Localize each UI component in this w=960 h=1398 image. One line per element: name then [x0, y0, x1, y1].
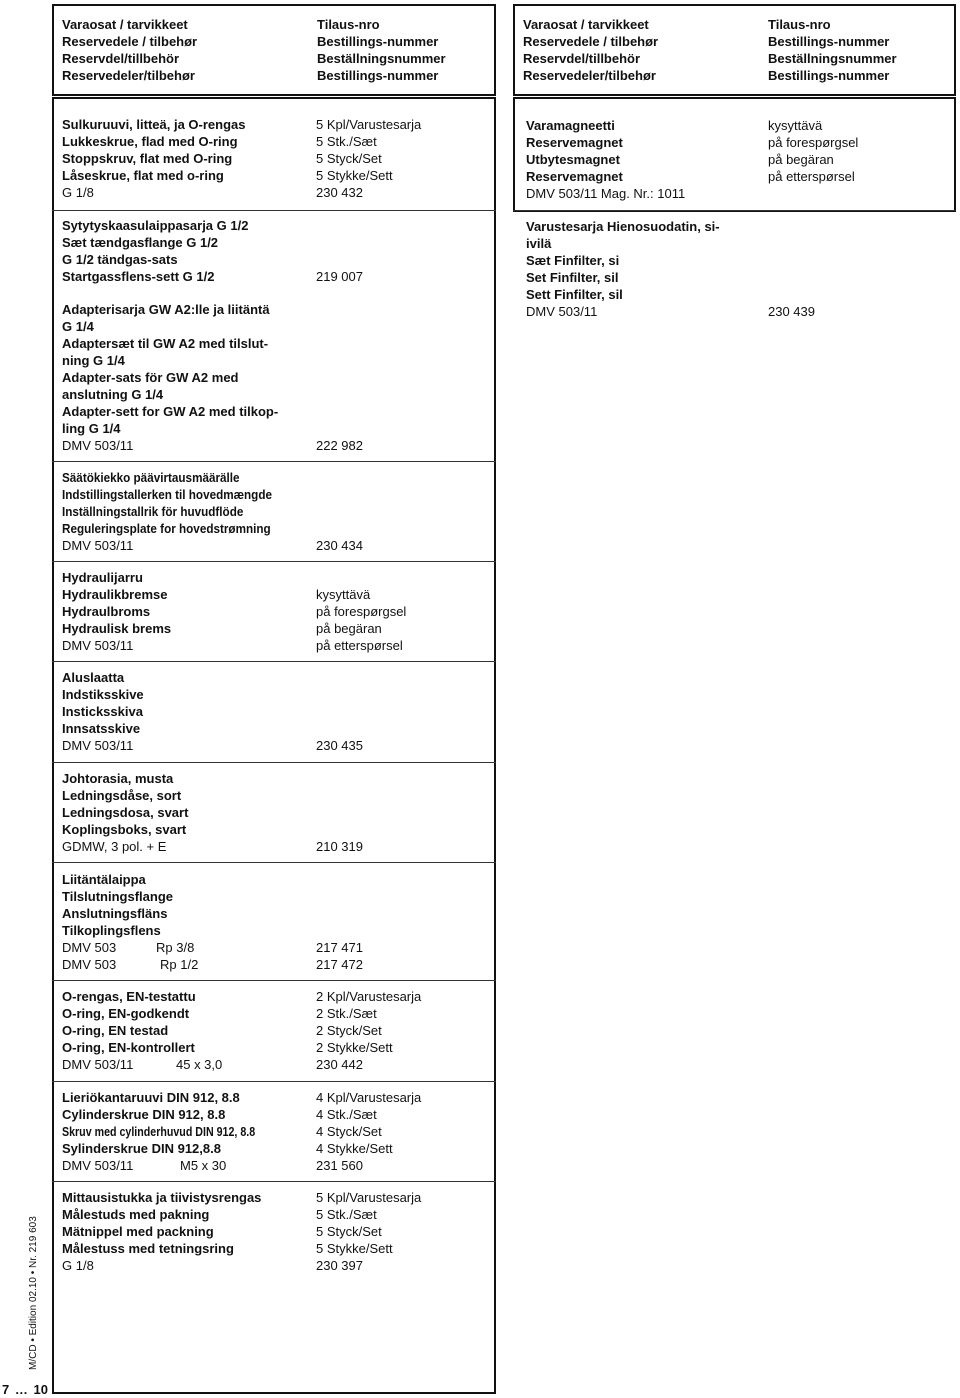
item-mid — [176, 1039, 222, 1056]
item-value — [768, 235, 815, 252]
section-varustesarja-hienosuodatin — [526, 218, 720, 320]
item-line: O-ring, EN testad — [62, 1023, 169, 1038]
item-size: Rp 3/8 — [156, 940, 195, 955]
item-value: 2 Styck/Set — [316, 1023, 382, 1038]
section-o-rengas-mids — [176, 988, 222, 1073]
order-number: 230 432 — [316, 185, 363, 200]
section-liitantalaippa-mids — [156, 871, 198, 973]
item-line: Sulkuruuvi, litteä, ja O-rengas — [62, 117, 246, 132]
header-right-col1 — [523, 16, 658, 84]
edition-text: M/CD • Edition 02.10 • Nr. 219 603 — [28, 1216, 39, 1370]
item-value — [316, 686, 363, 703]
item-value: 5 Styck/Set — [316, 1224, 382, 1239]
header-label: Beställningsnummer — [317, 51, 446, 66]
item-line: Tilslutningsflange — [62, 889, 173, 904]
item-value: 2 Stykke/Sett — [316, 1040, 393, 1055]
order-number: 230 442 — [316, 1057, 363, 1072]
section-varamagneetti — [526, 117, 685, 202]
item-mid — [156, 871, 198, 888]
item-spec: DMV 503/11 — [62, 738, 134, 753]
item-value: på etterspørsel — [768, 169, 855, 184]
item-value — [316, 352, 363, 369]
item-value: 5 Stk./Sæt — [316, 1207, 377, 1222]
item-line: Sylinderskrue DIN 912,8.8 — [62, 1141, 221, 1156]
section-saatokiekko — [62, 469, 295, 554]
item-value — [316, 520, 363, 537]
item-spec: DMV 503 — [62, 940, 117, 955]
item-line: O-ring, EN-kontrollert — [62, 1040, 195, 1055]
item-value — [316, 669, 363, 686]
page-from: 7 — [2, 1382, 10, 1397]
item-line: Innsatsskive — [62, 721, 141, 736]
item-line: Mittausistukka ja tiivistysrengas — [62, 1190, 262, 1205]
item-line: Liitäntälaippa — [62, 872, 146, 887]
section-hydraulijarru — [62, 569, 171, 654]
item-line: Adaptersæt til GW A2 med tilslut- — [62, 336, 269, 351]
header-label: Reservedeler/tilbehør — [62, 68, 195, 83]
item-line: Ledningsdosa, svart — [62, 805, 189, 820]
section-divider — [52, 210, 496, 211]
header-label: Reservedele / tilbehør — [523, 34, 659, 49]
header-label: Bestillings-nummer — [768, 34, 890, 49]
item-value — [768, 252, 815, 269]
section-sytytyskaasu — [62, 217, 248, 285]
item-spec: DMV 503/11 — [62, 1158, 134, 1173]
header-label: Varaosat / tarvikkeet — [523, 17, 649, 32]
item-value — [316, 469, 363, 486]
section-aluslaatta — [62, 669, 144, 754]
section-adapterisarja-values — [316, 301, 363, 454]
item-value: 5 Kpl/Varustesarja — [316, 117, 422, 132]
item-value — [316, 503, 363, 520]
item-value — [316, 251, 363, 268]
item-line: Varustesarja Hienosuodatin, si- — [526, 219, 720, 234]
item-line: ivilä — [526, 236, 552, 251]
section-varamagneetti-values — [768, 117, 858, 202]
item-line: Adapterisarja GW A2:lle ja liitäntä — [62, 302, 270, 317]
item-value — [316, 720, 363, 737]
item-spec: GDMW, 3 pol. + E — [62, 839, 167, 854]
item-value: kysyttävä — [768, 118, 823, 133]
item-mid — [156, 905, 198, 922]
section-divider — [52, 1181, 496, 1182]
section-adapterisarja — [62, 301, 278, 454]
item-value: 5 Stk./Sæt — [316, 134, 377, 149]
order-number: 219 007 — [316, 269, 363, 284]
section-sulkuruuvi-values — [316, 116, 421, 201]
item-line: Varamagneetti — [526, 118, 615, 133]
order-number: 217 471 — [316, 940, 363, 955]
item-line: Tilkoplingsflens — [62, 923, 161, 938]
item-value: på forespørgsel — [768, 135, 859, 150]
item-mid — [180, 1089, 226, 1106]
item-value: på etterspørsel — [316, 638, 403, 653]
item-line: Reservemagnet — [526, 169, 623, 184]
item-mid — [176, 1022, 222, 1039]
section-divider — [52, 461, 496, 462]
order-number: 231 560 — [316, 1158, 363, 1173]
item-value — [316, 787, 363, 804]
item-value: 5 Stykke/Sett — [316, 1241, 393, 1256]
item-value — [316, 821, 363, 838]
header-label: Varaosat / tarvikkeet — [62, 17, 188, 32]
item-line: Set Finfilter, sil — [526, 270, 619, 285]
item-value: 4 Stk./Sæt — [316, 1107, 377, 1122]
item-value: kysyttävä — [316, 587, 371, 602]
item-line: Reguleringsplate for hovedstrømning — [62, 521, 271, 536]
item-line: Sytytyskaasulaippasarja G 1/2 — [62, 218, 249, 233]
section-aluslaatta-values — [316, 669, 363, 754]
item-value — [316, 804, 363, 821]
header-label: Tilaus-nro — [317, 17, 380, 32]
item-value: 5 Kpl/Varustesarja — [316, 1190, 422, 1205]
item-spec: DMV 503/11 — [526, 304, 598, 319]
header-label: Beställningsnummer — [768, 51, 897, 66]
item-spec: DMV 503/11 — [62, 438, 134, 453]
item-mid — [176, 1005, 222, 1022]
section-divider — [513, 210, 956, 211]
item-value — [316, 770, 363, 787]
item-value — [316, 922, 363, 939]
item-value — [316, 386, 363, 403]
item-line: Adapter-sats för GW A2 med — [62, 370, 239, 385]
item-spec: DMV 503/11 — [62, 1057, 134, 1072]
section-varustesarja-values — [768, 218, 815, 320]
item-spec: G 1/8 — [62, 185, 94, 200]
item-spec: DMV 503/11 — [62, 638, 134, 653]
item-line: Inställningstallrik för huvudflöde — [62, 504, 244, 519]
item-size: Rp 1/2 — [160, 957, 199, 972]
item-line: G 1/2 tändgas-sats — [62, 252, 178, 267]
item-value — [316, 403, 363, 420]
item-line: Startgassflens-sett G 1/2 — [62, 269, 215, 284]
header-label: Bestillings-nummer — [317, 34, 439, 49]
header-left-col2 — [317, 16, 446, 84]
order-number: 222 982 — [316, 438, 363, 453]
item-line: Indstiksskive — [62, 687, 144, 702]
header-label: Bestillings-nummer — [768, 68, 890, 83]
item-line: Stoppskruv, flat med O-ring — [62, 151, 233, 166]
header-label: Reservdel/tillbehör — [523, 51, 641, 66]
item-line: Aluslaatta — [62, 670, 125, 685]
item-line: Målestuds med pakning — [62, 1207, 210, 1222]
section-saatokiekko-values — [316, 469, 363, 554]
item-value — [768, 286, 815, 303]
item-value — [316, 420, 363, 437]
item-value: 5 Styck/Set — [316, 151, 382, 166]
item-value: på begäran — [316, 621, 382, 636]
section-divider — [52, 762, 496, 763]
item-value: 5 Stykke/Sett — [316, 168, 393, 183]
item-value — [316, 335, 363, 352]
item-line: Låseskrue, flat med o-ring — [62, 168, 224, 183]
item-value — [316, 369, 363, 386]
item-spec: DMV 503 — [62, 957, 117, 972]
item-line: Anslutningsfläns — [62, 906, 168, 921]
item-line: G 1/4 — [62, 319, 94, 334]
item-value — [768, 218, 815, 235]
item-mid — [176, 988, 222, 1005]
item-value: på begäran — [768, 152, 834, 167]
item-line: Hydraulisk brems — [62, 621, 172, 636]
item-line: Johtorasia, musta — [62, 771, 174, 786]
item-line: O-ring, EN-godkendt — [62, 1006, 190, 1021]
order-number: 230 435 — [316, 738, 363, 753]
item-mid — [156, 888, 198, 905]
item-spec: DMV 503/11 — [62, 538, 134, 553]
page-separator: … — [14, 1382, 28, 1397]
order-number: 217 472 — [316, 957, 363, 972]
item-size: M5 x 30 — [180, 1158, 227, 1173]
item-value — [316, 703, 363, 720]
item-size: 45 x 3,0 — [176, 1057, 223, 1072]
header-right-col2 — [768, 16, 897, 84]
section-liitantalaippa-values — [316, 871, 363, 973]
item-value: 2 Kpl/Varustesarja — [316, 989, 422, 1004]
item-value: 4 Styck/Set — [316, 1124, 382, 1139]
section-johtorasia-values — [316, 770, 363, 855]
header-label: Reservedele / tilbehør — [62, 34, 198, 49]
item-line: Reservemagnet — [526, 135, 623, 150]
item-line: Utbytesmagnet — [526, 152, 620, 167]
item-spec: G 1/8 — [62, 1258, 94, 1273]
item-value — [316, 871, 363, 888]
header-label: Reservdel/tillbehör — [62, 51, 180, 66]
order-number: 230 397 — [316, 1258, 363, 1273]
item-value: 4 Stykke/Sett — [316, 1141, 393, 1156]
item-line: Lieriökantaruuvi DIN 912, 8.8 — [62, 1090, 240, 1105]
item-line: Mätnippel med packning — [62, 1224, 214, 1239]
item-line: Målestuss med tetningsring — [62, 1241, 234, 1256]
item-mid — [156, 922, 198, 939]
item-mid — [180, 1140, 226, 1157]
item-line: Hydraulikbremse — [62, 587, 168, 602]
section-lieriokantaruuvi-values — [316, 1089, 421, 1174]
item-line: ning G 1/4 — [62, 353, 125, 368]
item-line: Sæt tændgasflange G 1/2 — [62, 235, 219, 250]
item-value — [768, 185, 858, 202]
section-divider — [52, 561, 496, 562]
item-value — [316, 301, 363, 318]
item-value: 2 Stk./Sæt — [316, 1006, 377, 1021]
header-label: Reservedeler/tilbehør — [523, 68, 656, 83]
item-line: Hydraulijarru — [62, 570, 143, 585]
item-line: Skruv med cylinderhuvud DIN 912, 8.8 — [62, 1124, 256, 1139]
item-value: 4 Kpl/Varustesarja — [316, 1090, 422, 1105]
item-line: Hydraulbroms — [62, 604, 151, 619]
item-line: Adapter-sett for GW A2 med tilkop- — [62, 404, 279, 419]
header-label: Bestillings-nummer — [317, 68, 439, 83]
item-value — [316, 905, 363, 922]
header-left-col1 — [62, 16, 197, 84]
page-to: 10 — [33, 1382, 48, 1397]
item-mid — [180, 1123, 226, 1140]
header-label: Tilaus-nro — [768, 17, 831, 32]
item-value — [316, 486, 363, 503]
item-value — [768, 269, 815, 286]
item-value — [316, 217, 363, 234]
order-number: 230 434 — [316, 538, 363, 553]
order-number: 230 439 — [768, 304, 815, 319]
section-johtorasia — [62, 770, 188, 855]
item-line: Ledningsdåse, sort — [62, 788, 182, 803]
header-right — [513, 4, 956, 96]
item-line: ling G 1/4 — [62, 421, 121, 436]
section-divider — [52, 980, 496, 981]
section-hydraulijarru-values — [316, 569, 406, 654]
section-mittausistukka-values — [316, 1189, 421, 1274]
section-divider — [52, 661, 496, 662]
item-value — [316, 569, 406, 586]
item-line: Insticksskiva — [62, 704, 143, 719]
item-line: Sæt Finfilter, si — [526, 253, 620, 268]
item-line: Koplingsboks, svart — [62, 822, 187, 837]
section-mittausistukka — [62, 1189, 261, 1274]
header-left — [52, 4, 496, 96]
item-line: O-rengas, EN-testattu — [62, 989, 196, 1004]
item-line: Indstillingstallerken til hovedmængde — [62, 487, 272, 502]
item-line: Sett Finfilter, sil — [526, 287, 623, 302]
item-line: Lukkeskrue, flad med O-ring — [62, 134, 238, 149]
section-divider — [52, 862, 496, 863]
section-divider — [52, 1081, 496, 1082]
item-spec: DMV 503/11 Mag. Nr.: 1011 — [526, 186, 686, 201]
item-line: Cylinderskrue DIN 912, 8.8 — [62, 1107, 226, 1122]
item-line: anslutning G 1/4 — [62, 387, 164, 402]
item-value — [316, 234, 363, 251]
item-mid — [180, 1106, 226, 1123]
item-value: på forespørgsel — [316, 604, 407, 619]
item-value — [316, 888, 363, 905]
item-value — [316, 318, 363, 335]
section-lieriokantaruuvi-mids — [180, 1089, 226, 1174]
order-number: 210 319 — [316, 839, 363, 854]
section-o-rengas-values — [316, 988, 421, 1073]
item-line: Säätökiekko päävirtausmäärälle — [62, 470, 240, 485]
section-sulkuruuvi — [62, 116, 246, 201]
page-range — [2, 1381, 48, 1398]
section-sytytyskaasu-values — [316, 217, 363, 285]
